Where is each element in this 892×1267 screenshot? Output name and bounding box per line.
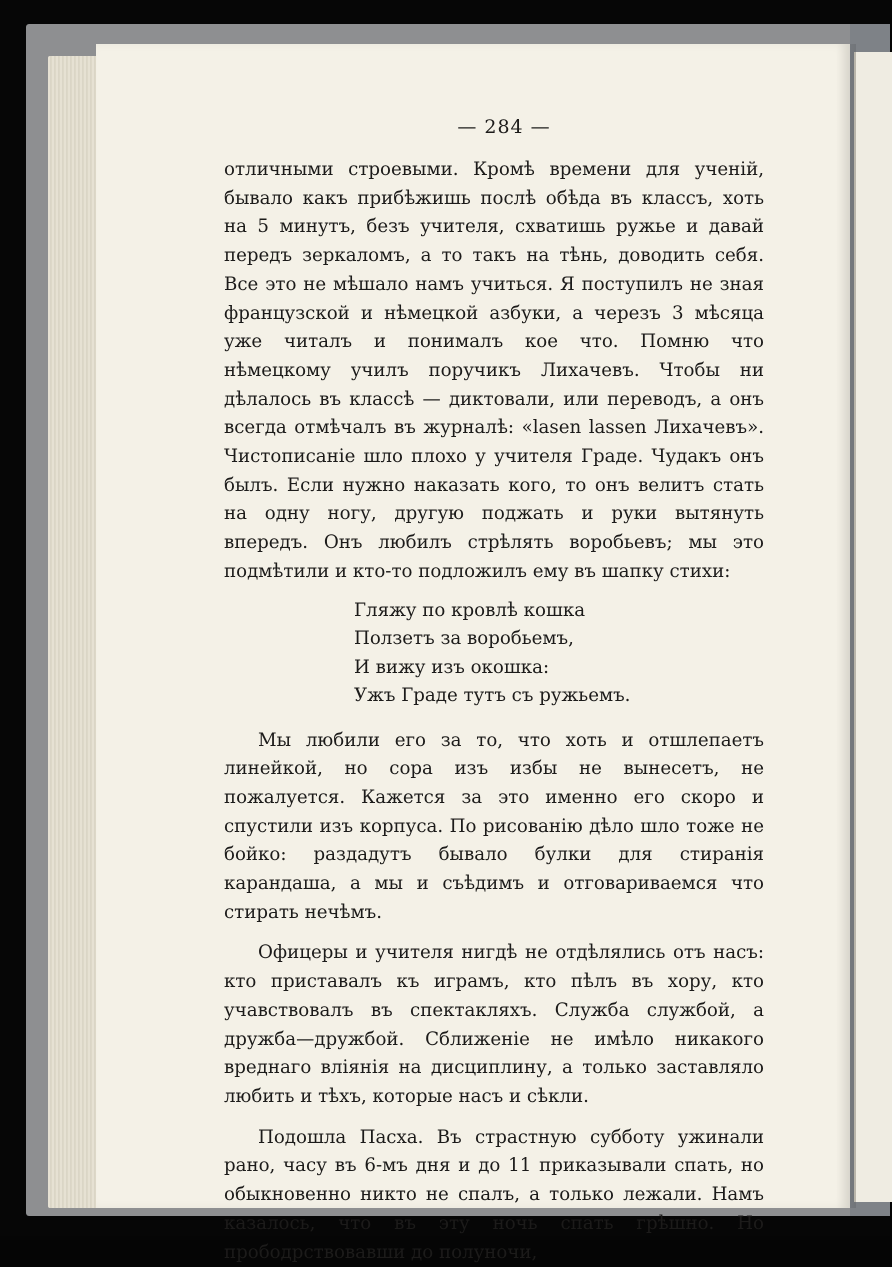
page-number: — 284 —: [457, 116, 551, 138]
verse-line: И вижу изъ окошка:: [354, 656, 550, 678]
verse-line: Ужъ Граде тутъ съ ружьемъ.: [354, 685, 631, 707]
page-text: [224, 112, 764, 1267]
verse: [354, 597, 764, 711]
gutter-shadow: [836, 44, 856, 1208]
paragraph: Мы любили его за то, что хоть и отшлепаетъ линейкой, но сора изъ избы не вынесетъ, не пожалуется. Кажется за это именно его скоро и спустили изъ корпуса. По рисованію дѣло шло тоже не бойко: раздадутъ бывало булки для стиранія карандаша, а мы и съѣдимъ и отговариваемся что стирать нечѣмъ.: [224, 729, 764, 923]
paragraph: Офицеры и учителя нигдѣ не отдѣлялись отъ насъ: кто приставалъ къ играмъ, кто пѣлъ въ хору, кто учавствовалъ въ спектакляхъ. Служба службой, а дружба—дружбой. Сближеніе не имѣло никакого вреднаго вліянія на дисциплину, а только заставляло любить и тѣхъ, которые насъ и сѣкли.: [224, 942, 764, 1107]
verse-line: Гляжу по кровлѣ кошка: [354, 599, 586, 621]
paragraph: отличными строевыми. Кромѣ времени для ученій, бывало какъ прибѣжишь послѣ обѣда въ классъ, хоть на 5 минутъ, безъ учителя, схватишь ружье и давай передъ зеркаломъ, а то такъ на тѣнь, доводить себя. Все это не мѣшало намъ учиться. Я поступилъ не зная французской и нѣмецкой азбуки, а черезъ 3 мѣсяца уже читалъ и понималъ кое что. Помню что нѣмецкому училъ поручикъ Лихачевъ. Чтобы ни дѣлалось въ классѣ — диктовали, или переводъ, а онъ всегда отмѣчалъ въ журналѣ: «lasen lassen Лихачевъ». Чистописаніе шло плохо у учителя Граде. Чудакъ онъ былъ. Если нужно наказать кого, то онъ велитъ стать на одну ногу, другую поджать и руки вытянуть впередъ. Онъ любилъ стрѣлять воробьевъ; мы это подмѣтили и кто-то подложилъ ему въ шапку стихи:: [224, 159, 764, 582]
paragraph: Подошла Пасха. Въ страстную субботу ужинали рано, часу въ 6-мъ дня и до 11 приказывали спать, но обыкновенно никто не спалъ, а только лежали. Намъ казалось, что въ эту ночь спать грѣшно. Но прободрствовавши до полуночи,: [224, 1126, 764, 1263]
verse-line: Ползетъ за воробьемъ,: [354, 628, 574, 650]
next-page-edge: [854, 52, 892, 1202]
